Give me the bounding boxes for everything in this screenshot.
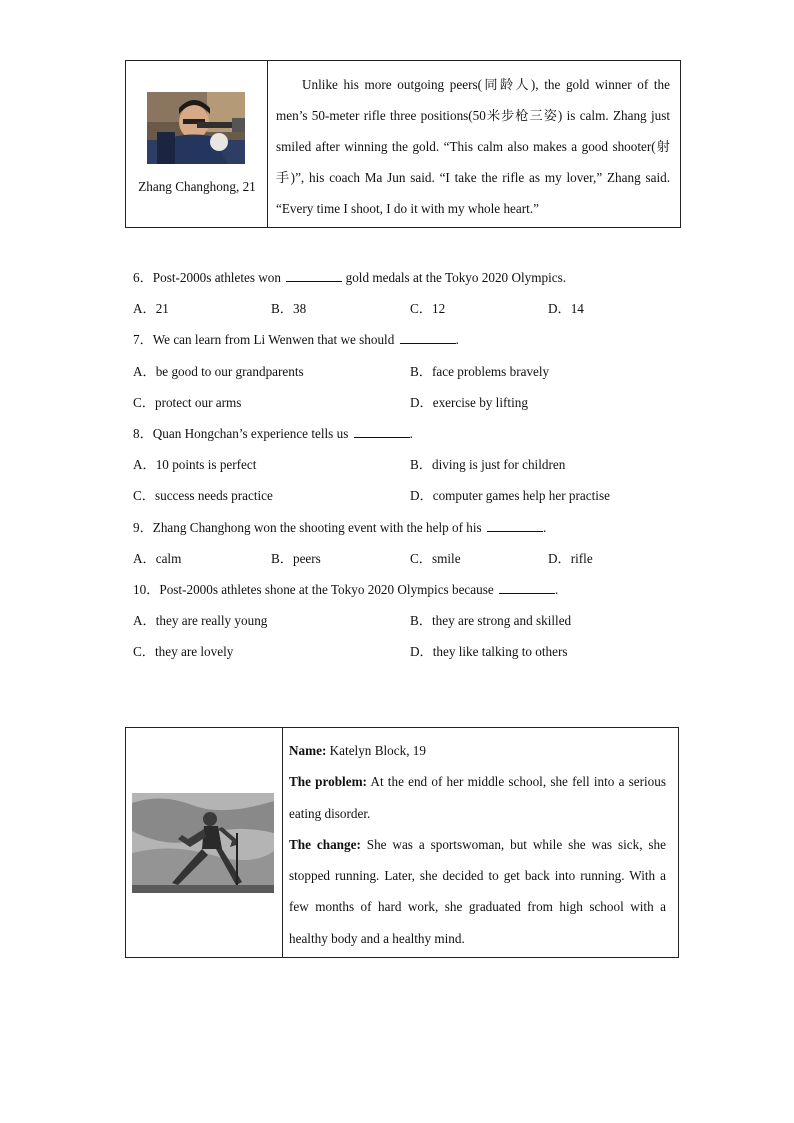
option-b: B．38 <box>271 301 307 316</box>
question-stem: 8．Quan Hongchan’s experience tells us <box>133 426 352 441</box>
question-7 <box>133 329 459 348</box>
option-b: B．peers <box>271 551 321 566</box>
profile-box-katelyn <box>125 727 679 958</box>
change-label: The change: <box>289 836 361 852</box>
option-c: C．they are lovely <box>133 644 234 659</box>
problem-line <box>289 766 666 829</box>
answer-blank <box>286 269 342 282</box>
profile-photo-cell <box>126 728 283 957</box>
option-c: C．protect our arms <box>133 395 242 410</box>
option-a: A．21 <box>133 301 169 316</box>
question-stem-end: . <box>543 520 547 535</box>
profile-paragraph: Unlike his more outgoing peers(同龄人), the gold winner of the men’s 50-meter rifle three positions(50米步枪三姿) is calm. Zhang just smiled after winning the gold. “This calm also makes a good shooter(射手)”, his coach Ma Jun said. “I take the rifle as my lover,” Zhang said. “Every time I shoot, I do it with my whole heart.” <box>276 77 670 216</box>
question-stem: 9．Zhang Changhong won the shooting event with the help of his <box>133 520 485 535</box>
option-d: D．exercise by lifting <box>410 395 528 410</box>
question-6 <box>133 267 566 286</box>
answer-blank <box>487 519 543 532</box>
photo-caption: Zhang Changhong, 21 <box>138 179 256 194</box>
option-d: D．14 <box>548 301 584 316</box>
question-stem: 6．Post-2000s athletes won <box>133 270 285 285</box>
option-b: B．face problems bravely <box>410 364 550 379</box>
option-d: D．computer games help her practise <box>410 488 610 503</box>
question-9 <box>133 517 546 536</box>
option-d: D．rifle <box>548 551 593 566</box>
question-stem-end: . <box>455 332 459 347</box>
option-d: D．they like talking to others <box>410 644 568 659</box>
option-b: B．they are strong and skilled <box>410 613 572 628</box>
option-c: C．success needs practice <box>133 488 273 503</box>
name-line <box>289 735 666 766</box>
option-a: A．be good to our grandparents <box>133 364 304 379</box>
question-stem-end: . <box>555 582 559 597</box>
option-a: A．they are really young <box>133 613 268 628</box>
question-stem-end: gold medals at the Tokyo 2020 Olympics. <box>342 270 567 285</box>
option-b: B．diving is just for children <box>410 457 566 472</box>
question-10 <box>133 579 558 598</box>
question-stem: 10．Post-2000s athletes shone at the Tokyo 2020 Olympics because <box>133 582 498 597</box>
question-stem: 7．We can learn from Li Wenwen that we should <box>133 332 398 347</box>
option-a: A．calm <box>133 551 182 566</box>
option-a: A．10 points is perfect <box>133 457 257 472</box>
problem-value: At the end of her middle school, she fell into a serious eating disorder. <box>289 774 666 821</box>
profile-photo-cell <box>126 61 268 227</box>
profile-text-cell <box>268 61 680 227</box>
answer-blank <box>499 581 555 594</box>
profile-text-cell <box>283 728 678 957</box>
runner-photo <box>132 793 274 893</box>
change-line <box>289 829 666 954</box>
name-label: Name: <box>289 743 327 758</box>
name-value: Katelyn Block, 19 <box>326 743 426 758</box>
change-value: She was a sportswoman, but while she was sick, she stopped running. Later, she decided to get back into running. With a few months of hard work, she graduated from high school with a healthy body and a healthy mind. <box>289 836 666 946</box>
answer-blank <box>354 425 410 438</box>
answer-blank <box>400 331 456 344</box>
question-8 <box>133 423 413 442</box>
profile-box-zhang <box>125 60 681 228</box>
question-stem-end: . <box>409 426 413 441</box>
option-c: C．12 <box>410 301 446 316</box>
problem-label: The problem: <box>289 774 367 790</box>
option-c: C．smile <box>410 551 461 566</box>
shooter-photo <box>147 92 245 164</box>
